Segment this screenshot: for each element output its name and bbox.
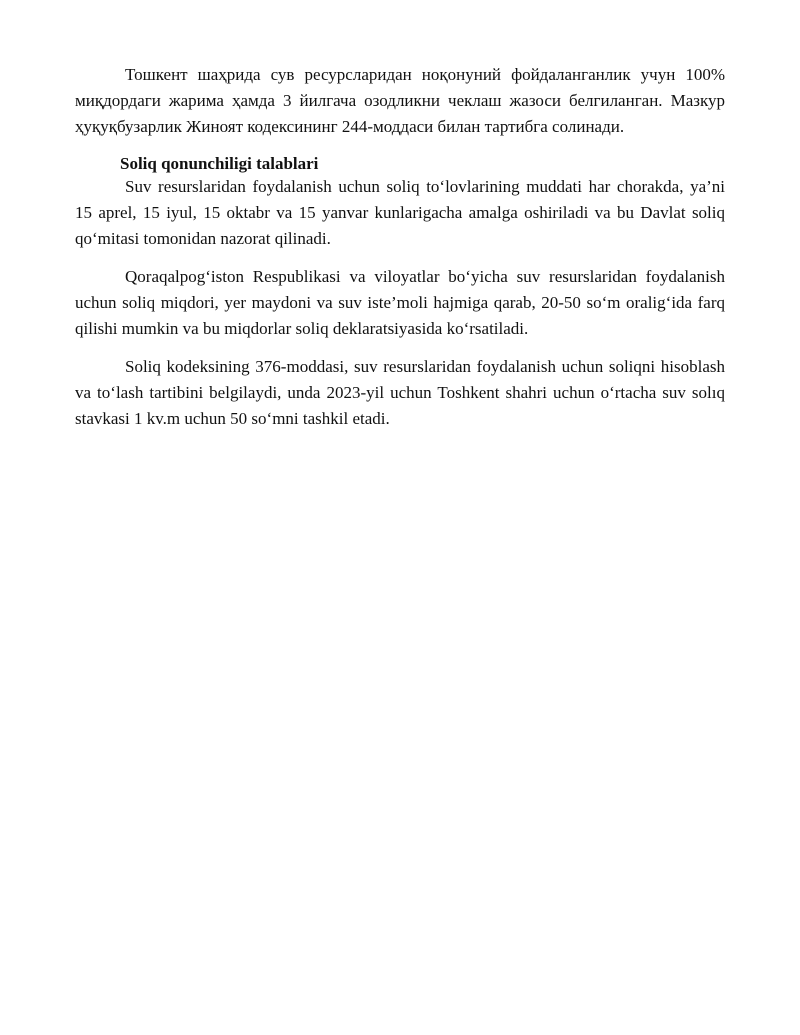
document-page xyxy=(75,62,725,432)
spacer xyxy=(75,342,725,354)
spacer xyxy=(75,140,725,154)
spacer xyxy=(75,252,725,264)
paragraph-intro: Тошкент шаҳрида сув ресурсларидан ноқонуний фойдаланганлик учун 100% миқдордаги жарима ҳамда 3 йилгача озодликни чеклаш жазоси белгиланган. Мазкур ҳуқуқбузарлик Жиноят кодексининг 244-моддаси билан тартибга солинади. xyxy=(75,65,725,136)
paragraph-tax-code: Soliq kodeksining 376-moddasi, suv resurslaridan foydalanish uchun soliqni hisoblash va to‘lash tartibini belgilaydi, unda 2023-yil uchun Toshkent shahri uchun o‘rtacha suv solıq stavkasi 1 kv.m uchun 50 so‘mni tashkil etadi. xyxy=(75,357,725,428)
section-heading: Soliq qonunchiligi talablari xyxy=(120,154,319,173)
paragraph-tax-deadlines: Suv resurslaridan foydalanish uchun soliq to‘lovlarining muddati har chorakda, ya’ni 15 aprel, 15 iyul, 15 oktabr va 15 yanvar kunlarigacha amalga oshiriladi va bu Davlat soliq qo‘mitasi tomonidan nazorat qilinadi. xyxy=(75,177,725,248)
paragraph-regional-rates: Qoraqalpog‘iston Respublikasi va viloyatlar bo‘yicha suv resurslaridan foydalanish uchun soliq miqdori, yer maydoni va suv iste’moli hajmiga qarab, 20-50 so‘m oralig‘ida farq qilishi mumkin va bu miqdorlar soliq deklaratsiyasida ko‘rsatiladi. xyxy=(75,267,725,338)
